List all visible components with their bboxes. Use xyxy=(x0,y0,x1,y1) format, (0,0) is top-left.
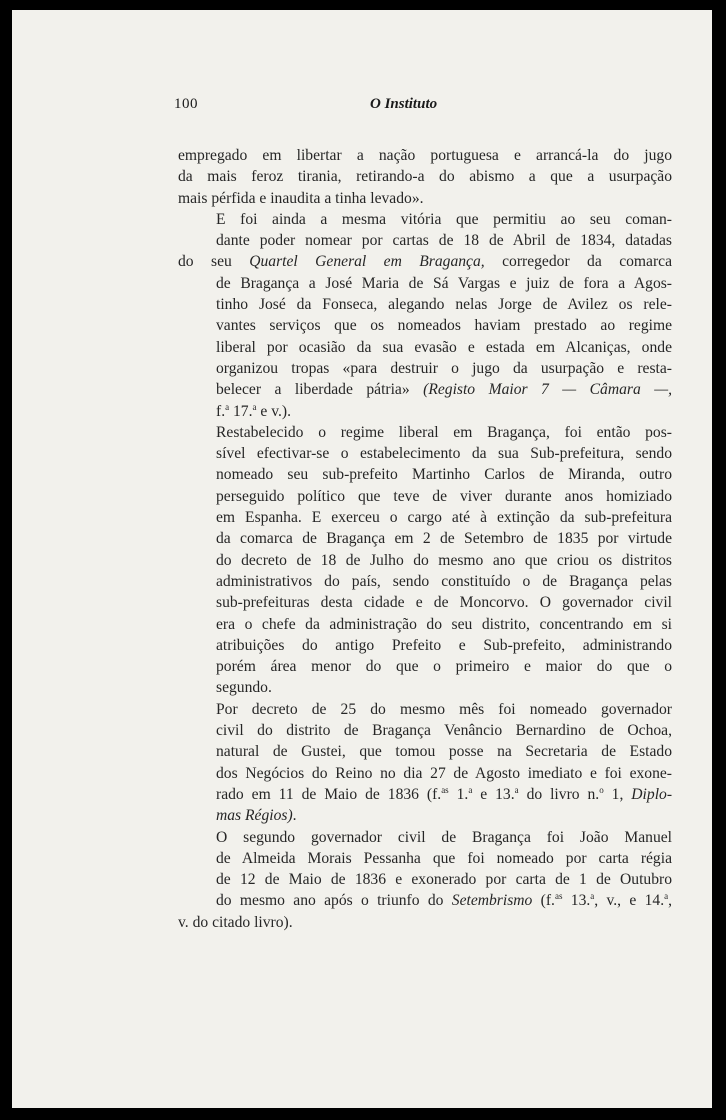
text-line: de 12 de Maio de 1836 e exonerado por carta de 1 de Outubro xyxy=(216,871,672,889)
superscript: a xyxy=(514,784,519,795)
italic-run: (Registo Maior 7 — Câmara —, xyxy=(423,381,672,399)
paragraph-5 xyxy=(178,827,672,933)
superscript: a xyxy=(225,401,230,412)
text-line: E foi ainda a mesma vitória que permitiu ao seu coman- xyxy=(216,210,672,228)
text-run: , xyxy=(668,892,673,910)
text-line: dos Negócios do Reino no dia 27 de Agosto imediato e foi exone- xyxy=(216,764,672,782)
text-line: tinho José da Fonseca, alegando nelas Jorge de Avilez os rele- xyxy=(216,296,672,314)
text-run: do seu xyxy=(178,253,232,271)
page-header xyxy=(174,96,554,120)
text-line: mais pérfida e inaudita a tinha levado». xyxy=(178,189,424,207)
running-title: O Instituto xyxy=(370,96,438,112)
text-run: , v., e 14. xyxy=(594,892,665,910)
paragraph-2 xyxy=(178,209,672,422)
paragraph-1 xyxy=(178,145,672,209)
superscript: a xyxy=(664,891,669,902)
text-run: 1, xyxy=(603,785,624,803)
text-run: (f. xyxy=(532,892,555,910)
text-line: empregado em libertar a nação portuguesa e arrancá-la do jugo xyxy=(178,147,672,164)
text-line xyxy=(178,784,672,805)
text-line: do decreto de 18 de Julho do mesmo ano que criou os distritos xyxy=(216,551,672,569)
text-line: O segundo governador civil de Bragança foi João Manuel xyxy=(216,828,672,846)
text-line: Por decreto de 25 do mesmo mês foi nomeado governador xyxy=(216,700,672,718)
text-line: sub-prefeituras desta cidade e de Moncorvo. O governador civil xyxy=(216,594,672,612)
text-line: porém área menor do que o primeiro e maior do que o xyxy=(216,658,672,676)
page-number: 100 xyxy=(174,96,198,112)
text-line: natural de Gustei, que tomou posse na Secretaria de Estado xyxy=(216,743,672,761)
text-run: e v.). xyxy=(256,402,291,420)
book-page xyxy=(12,10,712,1108)
paragraph-3 xyxy=(178,422,672,699)
text-line: vantes serviços que os nomeados haviam prestado ao regime xyxy=(216,317,672,335)
paragraph-4 xyxy=(178,699,672,827)
text-line: de Almeida Morais Pessanha que foi nomeado por carta régia xyxy=(216,849,672,867)
body-text xyxy=(178,145,672,933)
text-line: administrativos do país, sendo constituído o de Bragança pelas xyxy=(216,572,672,590)
text-run: . xyxy=(292,807,297,825)
superscript: o xyxy=(599,784,604,795)
text-run: f. xyxy=(216,402,226,420)
text-run: e 13. xyxy=(472,785,515,803)
text-line xyxy=(178,251,672,272)
italic-run: Quartel General em Bragança, xyxy=(249,253,485,271)
text-run: 1. xyxy=(448,785,469,803)
italic-run: Setembrismo xyxy=(451,892,533,910)
text-line: atribuições do antigo Prefeito e Sub-prefeito, administrando xyxy=(216,636,672,654)
text-line: perseguido político que teve de viver durante anos homiziado xyxy=(216,487,672,505)
text-line: Restabelecido o regime liberal em Bragança, foi então pos- xyxy=(216,423,672,441)
text-line: sível efectivar-se o estabelecimento da sua Sub-prefeitura, sendo xyxy=(216,445,672,463)
text-run: belecer a liberdade pátria» xyxy=(216,381,410,399)
italic-run: mas Régios) xyxy=(216,807,293,825)
text-line: era o chefe da administração do seu distrito, concentrando em si xyxy=(216,615,672,633)
text-line xyxy=(178,401,672,422)
superscript: a xyxy=(468,784,473,795)
text-run: 13. xyxy=(562,892,591,910)
text-line: civil do distrito de Bragança Venâncio Bernardino de Ochoa, xyxy=(216,722,672,740)
text-line: v. do citado livro). xyxy=(178,913,293,931)
text-line: da comarca de Bragança em 2 de Setembro de 1835 por virtude xyxy=(216,530,672,548)
text-line: dante poder nomear por cartas de 18 de Abril de 1834, datadas xyxy=(216,232,672,250)
text-run: 17. xyxy=(229,402,253,420)
text-line: segundo. xyxy=(216,679,272,697)
text-run: do mesmo ano após o triunfo do xyxy=(216,892,444,910)
text-run: corregedor da comarca xyxy=(502,253,672,271)
superscript: as xyxy=(441,784,449,795)
text-line xyxy=(178,379,672,400)
text-line: de Bragança a José Maria de Sá Vargas e juiz de fora a Agos- xyxy=(216,274,672,292)
text-line xyxy=(178,890,672,911)
text-line: organizou tropas «para destruir o jugo da usurpação e resta- xyxy=(216,359,672,377)
text-line: da mais feroz tirania, retirando-a do abismo a que a usurpação xyxy=(178,168,672,186)
superscript: a xyxy=(252,401,257,412)
text-line: em Espanha. E exerceu o cargo até à extinção da sub-prefeitura xyxy=(216,509,672,527)
text-run: rado em 11 de Maio de 1836 (f. xyxy=(216,785,442,803)
text-run: do livro n. xyxy=(518,785,600,803)
text-line: nomeado seu sub-prefeito Martinho Carlos de Miranda, outro xyxy=(216,466,672,484)
italic-run: Diplo- xyxy=(631,785,673,803)
superscript: as xyxy=(554,891,563,902)
text-line xyxy=(178,805,672,826)
superscript: a xyxy=(590,891,595,902)
text-line: liberal por ocasião da sua evasão e estada em Alcaniças, onde xyxy=(216,338,672,356)
